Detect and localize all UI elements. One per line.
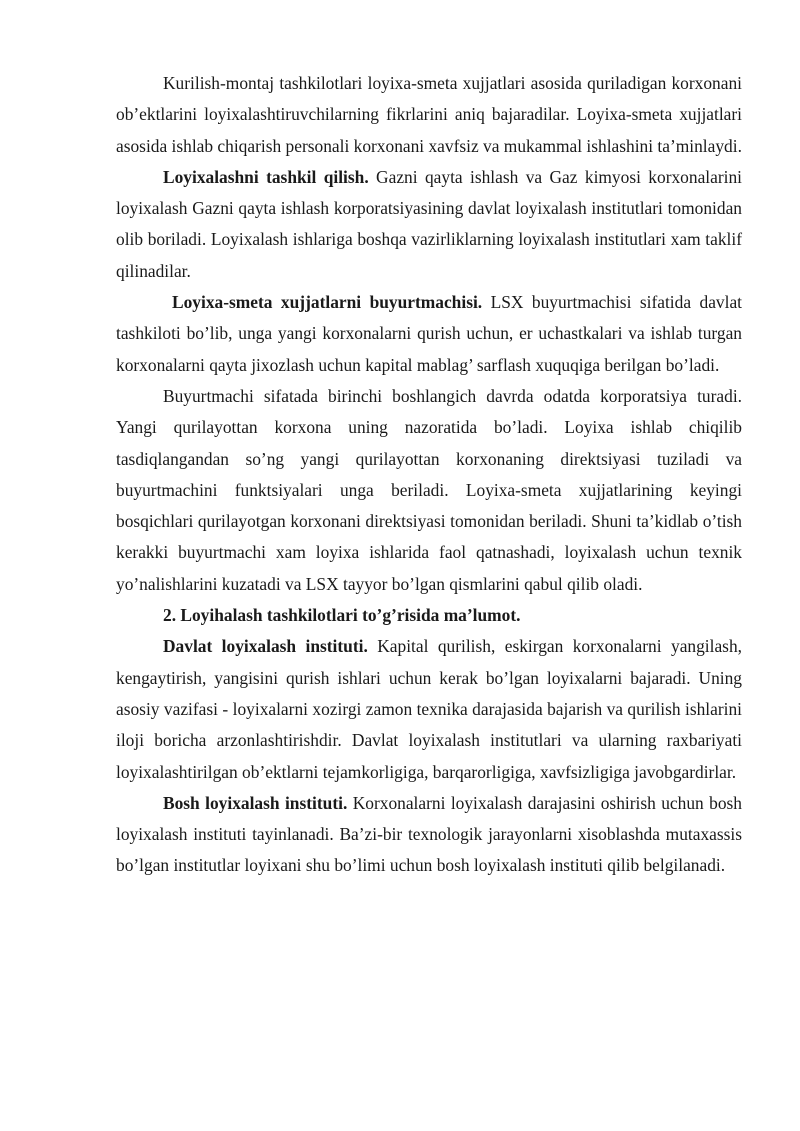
paragraph-text: Kapital qurilish, eskirgan korxonalarni yangilash, kengaytirish, yangisini qurish ishlari uchun kerak bo’lgan loyixalarni bajaradi. Uning asosiy vazifasi - loyixalarni xozirgi zamon texnika darajasida bajarish va qurilish ishlarini iloji boricha arzonlashtirishdir. Davlat loyixalash institutlari va ularning raxbariyati loyixalashtirilgan ob’ektlarni tejamkorligiga, barqarorligiga, xavfsizligiga javobgardirlar. [116,636,742,782]
paragraph-text: LSX buyurtmachisi sifatida davlat tashkiloti bo’lib, unga yangi korxonalarni qurish uchun, er uchastkalari va ishlab turgan korxonalarni qayta jixozlash uchun kapital mablag’ sarflash xuquqiga berilgan bo’ladi. [116,292,742,375]
document-page [116,68,742,882]
paragraph-text: Korxonalarni loyixalash darajasini oshirish uchun bosh loyixalash instituti tayinlanadi. Ba’zi-bir texnologik jarayonlarni xisoblashda mutaxassis bo’lgan institutlar loyixani shu bo’limi uchun bosh loyixalash instituti qilib belgilanadi. [116,792,742,876]
paragraph-text: Kurilish-montaj tashkilotlari loyixa-smeta xujjatlari asosida quriladigan korxonani ob’ektlarini loyixalashtiruvchilarning fikrlarini aniq bajaradilar. Loyixa-smeta xujjatlari asosida ishlab chiqarish personali korxonani xavfsiz va mukammal ishlashini ta’minlaydi. [116,73,742,156]
paragraph-lead: Loyixa-smeta xujjatlarni buyurtmachisi. [172,292,483,313]
paragraph-lead: Davlat loyixalash instituti. [163,636,368,657]
paragraph-loyixalashni-tashkil [116,162,742,287]
paragraph-davlat-institut [116,631,742,787]
paragraph-buyurtmachi [116,287,742,381]
paragraph-intro [116,68,742,162]
section-heading: 2. Loyihalash tashkilotlari to’g’risida ma’lumot. [163,605,521,626]
paragraph-text: Gazni qayta ishlash va Gaz kimyosi korxonalarini loyixalash Gazni qayta ishlash korporatsiyasining davlat loyixalash institutlari tomonidan olib boriladi. Loyixalash ishlariga boshqa vazirliklarning loyixalash institutlari xam taklif qilinadilar. [116,166,742,281]
paragraph-lead: Loyixalashni tashkil qilish. [163,166,369,187]
paragraph-bosh-institut [116,788,742,882]
paragraph-lead: Bosh loyixalash instituti. [163,792,348,813]
paragraph-text: Buyurtmachi sifatada birinchi boshlangich davrda odatda korporatsiya turadi. Yangi qurilayottan korxona uning nazoratida bo’ladi. Loyixa ishlab chiqilib tasdiqlangandan so’ng yangi qurilayottan korxonaning direktsiyasi tuziladi va buyurtmachini funktsiyalari unga beriladi. Loyixa-smeta xujjatlarining keyingi bosqichlari qurilayotgan korxonani direktsiyasi tomonidan beriladi. Shuni ta’kidlab o’tish kerakki buyurtmachi xam loyixa ishlarida faol qatnashadi, loyixalash uchun texnik yo’nalishlarini kuzatadi va LSX tayyor bo’lgan qismlarini qabul qilib oladi. [116,385,742,594]
paragraph-buyurtmachi-sifatida [116,381,742,600]
